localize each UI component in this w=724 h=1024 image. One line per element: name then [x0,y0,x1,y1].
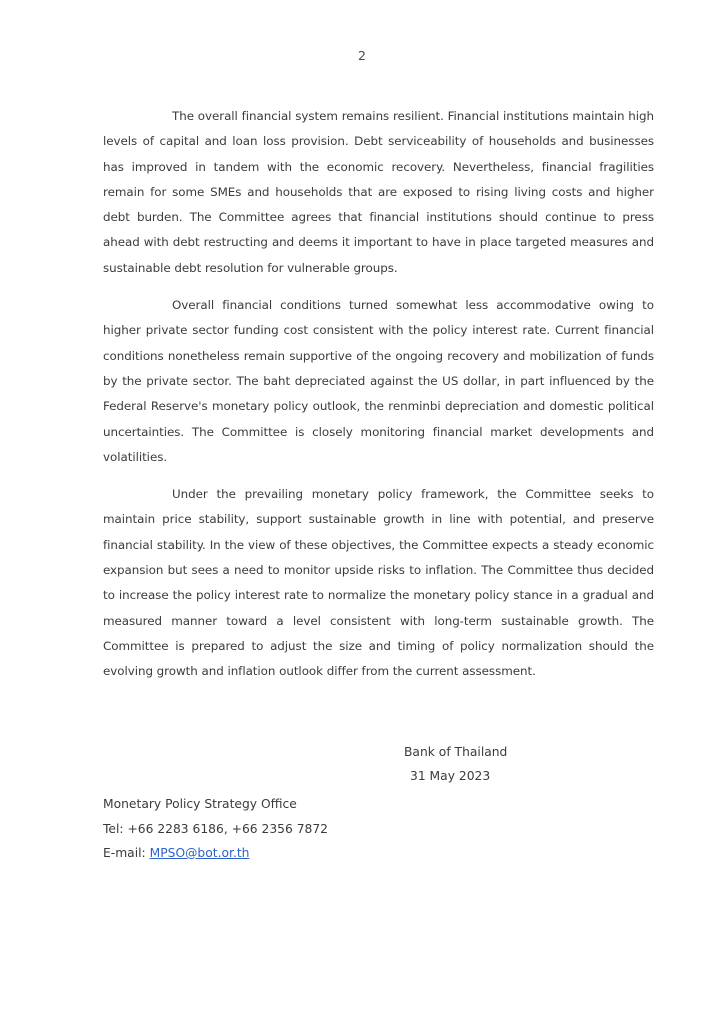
email-link[interactable]: MPSO@bot.or.th [149,846,250,860]
page-number: 2 [358,48,366,63]
contact-phone-line [103,817,503,842]
email-label: E-mail: [103,846,146,860]
document-body [103,104,654,697]
paragraph-financial-conditions: Overall financial conditions turned somewhat less accommodative owing to higher private sector funding cost consistent with the policy interest rate. Current financial conditions nonetheless remain supportive of the ongoing recovery and mobilization of funds by the private sector. The baht depreciated against the US dollar, in part influenced by the Federal Reserve's monetary policy outlook, the renminbi depreciation and domestic political uncertainties. The Committee is closely monitoring financial market developments and volatilities. [103,298,654,464]
paragraph-policy-decision: Under the prevailing monetary policy framework, the Committee seeks to maintain price stability, support sustainable growth in line with potential, and preserve financial stability. In the view of these objectives, the Committee expects a steady economic expansion but sees a need to monitor upside risks to inflation. The Committee thus decided to increase the policy interest rate to normalize the monetary policy stance in a gradual and measured manner toward a level consistent with long-term sustainable growth. The Committee is prepared to adjust the size and timing of policy normalization should the evolving growth and inflation outlook differ from the current assessment. [103,487,654,679]
paragraph-financial-system: The overall financial system remains resilient. Financial institutions maintain high levels of capital and loan loss provision. Debt serviceability of households and businesses has improved in tandem with the economic recovery. Nevertheless, financial fragilities remain for some SMEs and households that are exposed to rising living costs and higher debt burden. The Committee agrees that financial institutions should continue to press ahead with debt restructing and deems it important to have in place targeted measures and sustainable debt resolution for vulnerable groups. [103,109,654,275]
contact-email-line [103,841,503,866]
signature-organization: Bank of Thailand [404,745,508,759]
tel-label: Tel: [103,821,124,836]
signature-block [404,740,554,788]
contact-block [103,792,503,866]
contact-office: Monetary Policy Strategy Office [103,797,297,811]
signature-date: 31 May 2023 [410,769,491,783]
tel-numbers: +66 2283 6186, +66 2356 7872 [127,821,329,836]
